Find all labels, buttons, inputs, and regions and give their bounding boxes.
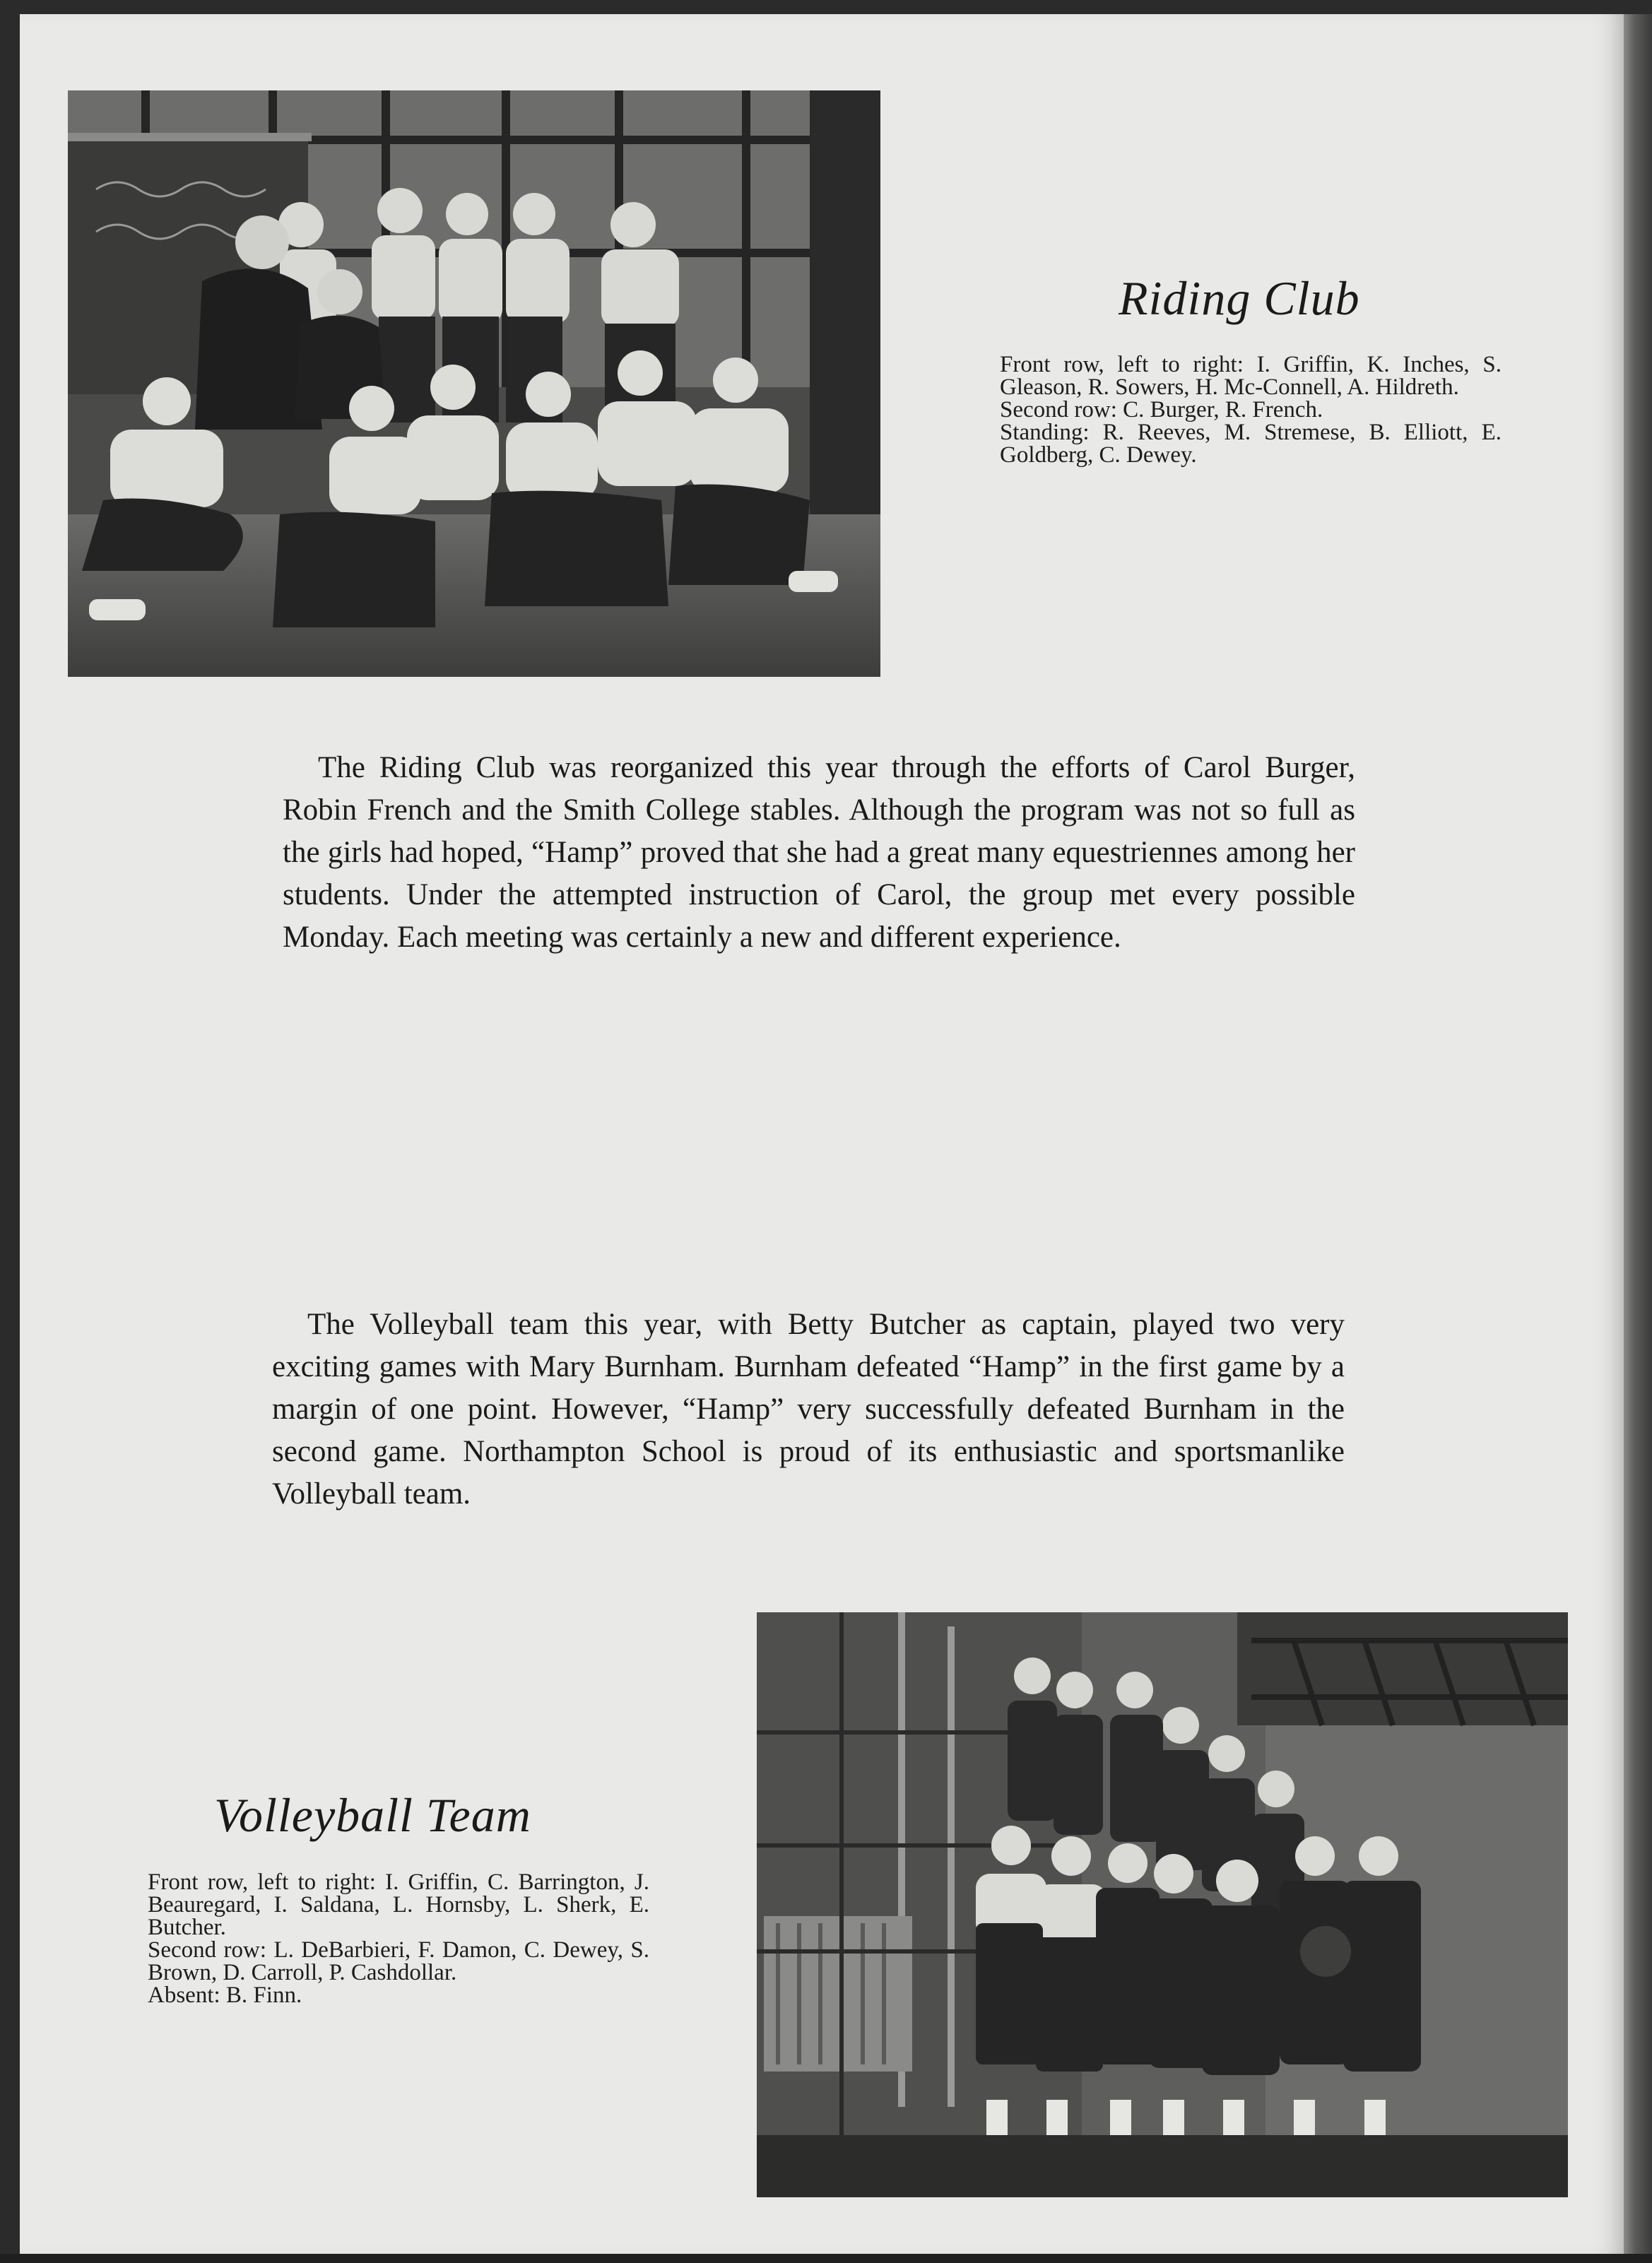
riding-club-paragraph: The Riding Club was reorganized this year through the efforts of Carol Burger, Robin French and the Smith College stables. Although the program was not so full as the girls had hoped, “Hamp” proved that she had a great many equestriennes among her students. Under the attempted instruction of Carol, the group met every possible Monday. Each meeting was certainly a new and different experience.: [283, 751, 1355, 954]
riding-club-caption: [1000, 353, 1501, 466]
volley-caption-second-row: Second row: L. DeBarbieri, F. Damon, C. Dewey, S. Brown, D. Carroll, P. Cashdollar.: [148, 1937, 649, 1985]
volleyball-team-photo: [757, 1612, 1568, 2197]
volley-caption-absent: Absent: B. Finn.: [148, 1983, 302, 2008]
volleyball-team-title: Volleyball Team: [214, 1788, 531, 1842]
riding-caption-standing: Standing: R. Reeves, M. Stremese, B. Elliott, E. Goldberg, C. Dewey.: [1000, 420, 1501, 468]
riding-caption-second-row: Second row: C. Burger, R. French.: [1000, 397, 1323, 423]
riding-caption-front-row: Front row, left to right: I. Griffin, K. Inches, S. Gleason, R. Sowers, H. Mc-Connell, A. Hildreth.: [1000, 352, 1501, 400]
page-edge: [1624, 14, 1652, 2263]
riding-club-photo: [68, 90, 880, 677]
riding-club-title: Riding Club: [1119, 271, 1360, 325]
volley-caption-front-row: Front row, left to right: I. Griffin, C. Barrington, J. Beauregard, I. Saldana, L. Hornsby, L. Sherk, E. Butcher.: [148, 1869, 649, 1940]
volleyball-team-caption: [148, 1871, 649, 2007]
bottom-edge: [0, 2254, 1652, 2263]
volleyball-paragraph: The Volleyball team this year, with Betty Butcher as captain, played two very exciting games with Mary Burnham. Burnham defeated “Hamp” in the first game by a margin of one point. However, “Hamp” very successfully defeated Burnham in the second game. Northampton School is proud of its enthusiastic and sportsmanlike Volleyball team.: [272, 1308, 1345, 1511]
